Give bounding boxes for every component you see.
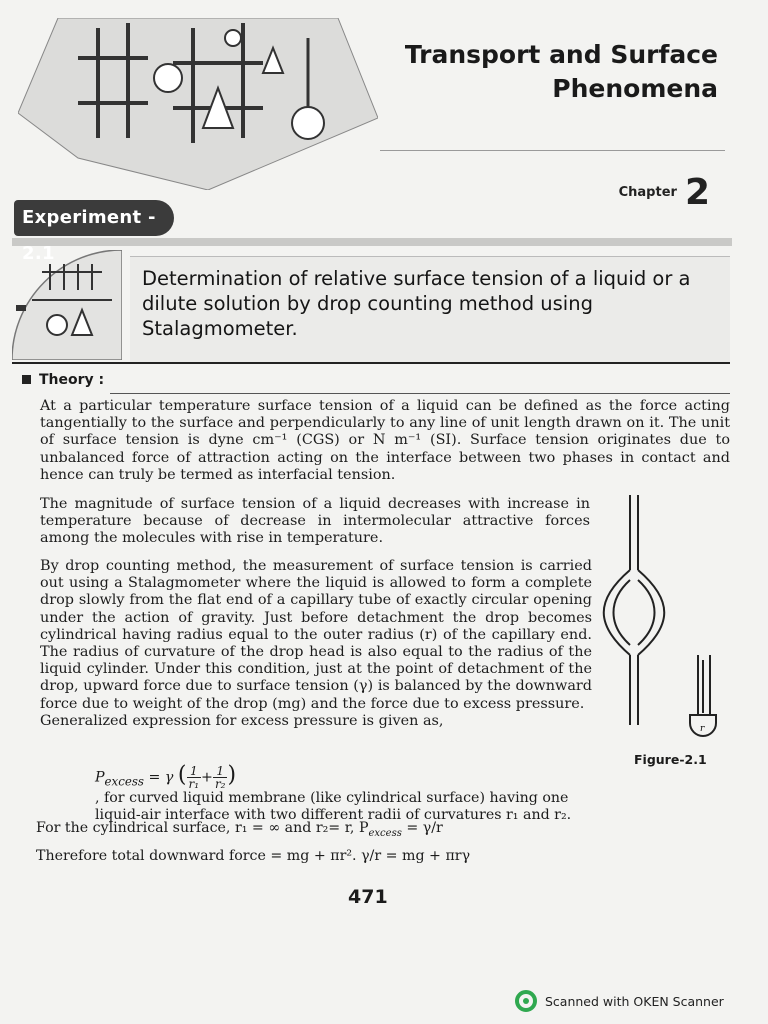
page-number: 471: [348, 886, 388, 908]
excess-pressure-formula: [95, 762, 735, 824]
heading-divider: [12, 362, 730, 364]
fraction-1: [187, 765, 202, 790]
total-force-line: Therefore total downward force = mg + πr². γ/r = mg + πrγ: [36, 848, 471, 864]
lab-rack-icon: [12, 250, 122, 360]
theory-paragraph-3-text: By drop counting method, the measurement of surface tension is carried out using a Stalagmometer where the liquid is allowed to form a complete drop slowly from the flat end of a capillary tube of exactly circular opening under the action of gravity. Just before detachment the drop becomes cylindrical having radius equal to the outer radius (r) of the capillary end. The radius of curvature of the drop head is also equal to the radius of the liquid cylinder. Under this condition, just at the point of detachment of the drop, upward force due to surface tension (γ) is balanced by the downward force due to weight of the drop (mg) and the force due to excess pressure.: [40, 558, 592, 712]
fraction-1-num: 1: [187, 765, 202, 778]
bullet-square-icon: [22, 375, 31, 384]
chapter-marker: [619, 172, 710, 213]
formula-equals-gamma: = γ: [148, 769, 174, 786]
stalagmometer-figure: [590, 495, 730, 745]
chapter-title-line2: Phenomena: [552, 74, 718, 103]
chapter-title: [405, 38, 718, 106]
drop-radius-label: r: [700, 724, 705, 734]
fraction-1-den: r₁: [188, 777, 200, 791]
experiment-band: [12, 238, 732, 246]
cyl-line-text: For the cylindrical surface, r₁ = ∞ and r₂= r, P: [36, 820, 369, 836]
chapter-title-line1: Transport and Surface: [404, 40, 718, 69]
formula-subscript: excess: [104, 774, 144, 789]
left-paren: (: [177, 762, 187, 788]
theory-label-text: Theory :: [39, 372, 105, 388]
theory-paragraph-2: The magnitude of surface tension of a liquid decreases with increase in temperature because of decrease in intermolecular attractive forces among the molecules with rise in temperature.: [40, 496, 590, 547]
figure-caption: Figure-2.1: [634, 752, 707, 767]
oken-scanner-logo-icon: [515, 990, 537, 1012]
theory-divider: [110, 393, 730, 394]
formula-lhs: P: [95, 769, 105, 786]
theory-paragraph-1: At a particular temperature surface tension of a liquid can be defined as the force acting tangentially to the surface and perpendicularly to any line of unit length drawn on it. The unit of surface tension is dyne cm⁻¹ (CGS) or N m⁻¹ (SI). Surface tension originates due to unbalanced force of attraction acting on the interface between two phases in contact and hence can truly be termed as interfacial tension.: [40, 398, 730, 483]
chapter-label: Chapter: [618, 185, 677, 200]
cyl-line-subscript: excess: [368, 827, 402, 839]
right-paren: ): [227, 762, 237, 788]
fraction-2-num: 1: [213, 765, 228, 778]
experiment-badge: Experiment - 2.1: [14, 200, 174, 236]
formula-description: , for curved liquid membrane (like cylindrical surface) having one liquid-air interface with two different radii of curvatures r₁ and r₂.: [95, 790, 572, 824]
chapter-number: 2: [684, 172, 710, 213]
formula-expression: $P_{excess} = \gamma$ ( $\frac{1}{\text{r₁}}$ + $\frac{1}{\text{r₂}}$ ): [95, 762, 237, 791]
header-divider: [380, 150, 725, 151]
theory-paragraph-3: [40, 558, 592, 730]
fraction-2-den: r₂: [214, 777, 226, 791]
scanner-watermark: [515, 990, 724, 1012]
cylindrical-surface-line: [36, 820, 443, 839]
lab-glassware-illustration: [18, 18, 378, 190]
cyl-line-rhs: = γ/r: [401, 820, 443, 836]
scanner-label: Scanned with OKEN Scanner: [545, 993, 724, 1009]
theory-paragraph-4-text: Generalized expression for excess pressure is given as,: [40, 712, 444, 729]
experiment-heading: Determination of relative surface tension of a liquid or a dilute solution by drop counting method using Stalagmometer.: [142, 267, 691, 340]
fraction-2: [213, 765, 228, 790]
theory-label: [22, 372, 104, 388]
